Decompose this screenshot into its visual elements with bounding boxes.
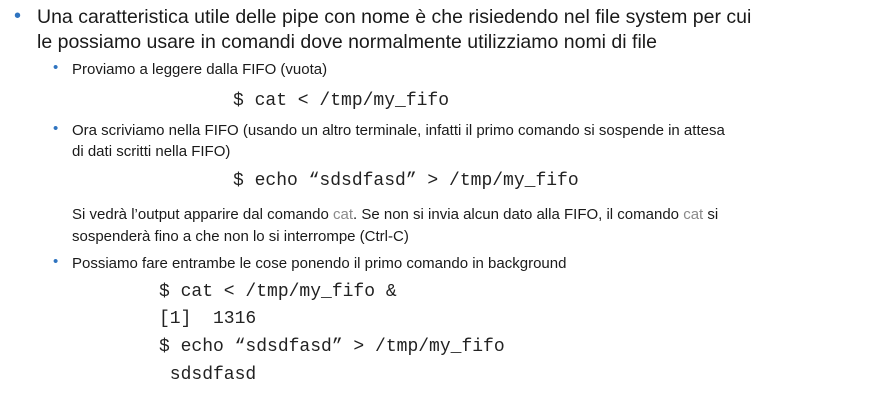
code-output: sdsdfasd (159, 365, 257, 385)
sub-point-2-line-1: Ora scriviamo nella FIFO (usando un altro terminale, infatti il primo comando si sospende in attesa (72, 122, 725, 139)
note-command-cat-2: cat (683, 206, 704, 223)
code-echo-fifo: $ echo “sdsdfasd” > /tmp/my_fifo (233, 171, 579, 191)
sub-bullet-dot-icon: • (53, 59, 59, 76)
note-text-a: Si vedrà l’output apparire dal comando (72, 206, 333, 223)
code-echo-background: $ echo “sdsdfasd” > /tmp/my_fifo (159, 337, 505, 357)
note-command-cat: cat (333, 206, 354, 223)
sub-bullet-dot-icon: • (53, 120, 59, 137)
code-cat-fifo: $ cat < /tmp/my_fifo (233, 91, 450, 111)
note-text-b: . Se non si invia alcun dato alla FIFO, il comando (353, 206, 684, 223)
code-cat-background: $ cat < /tmp/my_fifo & (159, 282, 397, 302)
code-job-id: [1] 1316 (159, 309, 257, 329)
note-text-c: si (703, 206, 719, 223)
note-line-1 (72, 204, 718, 225)
sub-point-1: Proviamo a leggere dalla FIFO (vuota) (72, 61, 328, 78)
bullet-dot-icon: • (14, 5, 22, 27)
sub-point-2-line-2: di dati scritti nella FIFO) (72, 143, 231, 160)
sub-bullet-dot-icon: • (53, 253, 59, 270)
sub-point-3: Possiamo fare entrambe le cose ponendo il primo comando in background (72, 255, 567, 272)
note-line-2: sospenderà fino a che non lo si interrompe (Ctrl-C) (72, 228, 409, 245)
main-point-line-1: Una caratteristica utile delle pipe con nome è che risiedendo nel file system per cui (37, 6, 752, 28)
main-point-line-2: le possiamo usare in comandi dove normalmente utilizziamo nomi di file (37, 31, 657, 53)
